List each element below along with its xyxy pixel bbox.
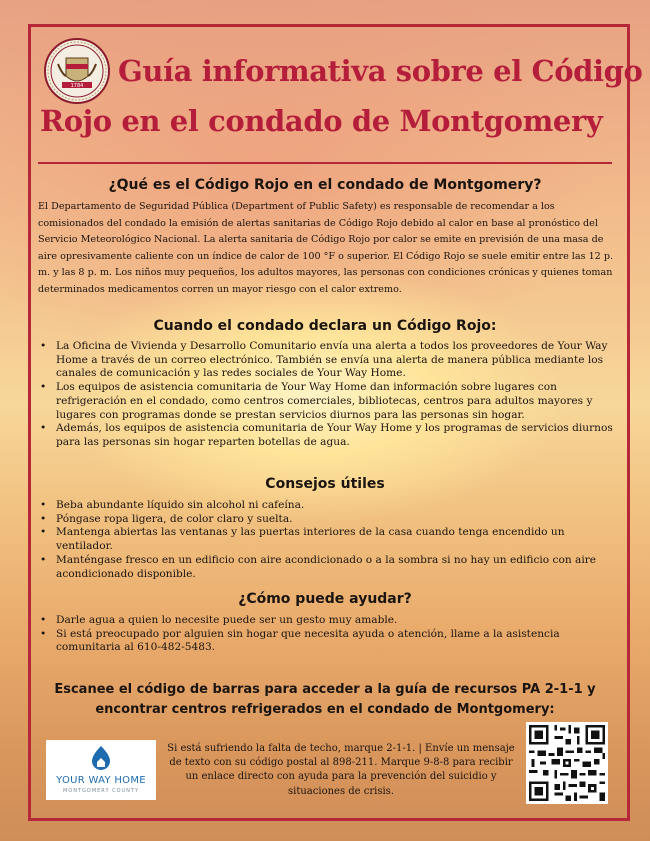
scan-instructions: [38, 680, 612, 720]
help-list: [38, 614, 616, 655]
title-divider: [38, 162, 612, 164]
list-item: • La Oficina de Vivienda y Desarrollo Comunitario envía una alerta a todos los proveedores de Your Way Home a través de un correo electrónico. También se envía una alerta de manera pública mediante los canales de comunicación y las redes sociales de Your Way Home.: [38, 340, 616, 381]
section-help-heading: ¿Cómo puede ayudar?: [238, 591, 412, 607]
page-title-line2: Rojo en el condado de Montgomery: [40, 104, 603, 138]
list-item: • Beba abundante líquido sin alcohol ni cafeína.: [38, 499, 616, 513]
section-what-body: El Departamento de Seguridad Pública (Department of Public Safety) es responsable de recomendar a los comisionados del condado la emisión de alertas sanitarias de Código Rojo debido al calor en base al pronóstico del Servicio Meteorológico Nacional. La alerta sanitaria de Código Rojo por calor se emite en previsión de una masa de aire opresivamente caliente con un índice de calor de 100 °F o superior. El Código Rojo se suele emitir entre las 12 p. m. y las 8 p. m. Los niños muy pequeños, los adultos mayores, las personas con condiciones crónicas y quienes toman determinados medicamentos corren un mayor riesgo con el calor extremo.: [38, 201, 614, 295]
crisis-contact-text: Si está sufriendo la falta de techo, marque 2-1-1. | Envíe un mensaje de texto con su código postal al 898-211. Marque 9-8-8 para recibir un enlace directo con ayuda para la prevención del suicidio y situaciones de crisis.: [167, 743, 515, 797]
qr-code[interactable]: [526, 722, 608, 804]
county-seal-logo: [44, 38, 110, 104]
section-declares-heading: Cuando el condado declara un Código Rojo:: [153, 318, 497, 334]
list-item: • Darle agua a quien lo necesite puede ser un gesto muy amable.: [38, 614, 616, 628]
scan-line1: Escanee el código de barras para acceder a la guía de recursos PA 2-1-1 y: [54, 682, 596, 697]
list-item: • Manténgase fresco en un edificio con aire acondicionado o a la sombra si no hay un edificio con aire acondicionado disponible.: [38, 554, 616, 581]
logo-subtitle: MONTGOMERY COUNTY: [62, 788, 140, 794]
page-title-line1: Guía informativa sobre el Código: [118, 54, 643, 88]
declares-list: [38, 340, 616, 450]
section-tips-heading: Consejos útiles: [265, 476, 385, 492]
logo-name: YOUR WAY HOME: [56, 775, 146, 786]
list-item: • Póngase ropa ligera, de color claro y suelta.: [38, 513, 616, 527]
seal-year: 1784: [70, 83, 84, 89]
list-item: • Si está preocupado por alguien sin hogar que necesita ayuda o atención, llame a la asistencia comunitaria al 610-482-5483.: [38, 628, 616, 655]
list-item: • Además, los equipos de asistencia comunitaria de Your Way Home y los programas de servicios diurnos para las personas sin hogar reparten botellas de agua.: [38, 422, 616, 449]
list-item: • Los equipos de asistencia comunitaria de Your Way Home dan información sobre lugares con refrigeración en el condado, como centros comerciales, bibliotecas, centros para adultos mayores y lugares con programas donde se prestan servicios diurnos para las personas sin hogar.: [38, 381, 616, 422]
house-icon: [89, 744, 113, 772]
scan-line2: encontrar centros refrigerados en el condado de Montgomery:: [95, 702, 555, 717]
your-way-home-logo: [46, 740, 156, 800]
tips-list: [38, 499, 616, 581]
section-what-heading: ¿Qué es el Código Rojo en el condado de Montgomery?: [108, 177, 542, 193]
list-item: • Mantenga abiertas las ventanas y las puertas interiores de la casa cuando tenga encendido un ventilador.: [38, 526, 616, 553]
